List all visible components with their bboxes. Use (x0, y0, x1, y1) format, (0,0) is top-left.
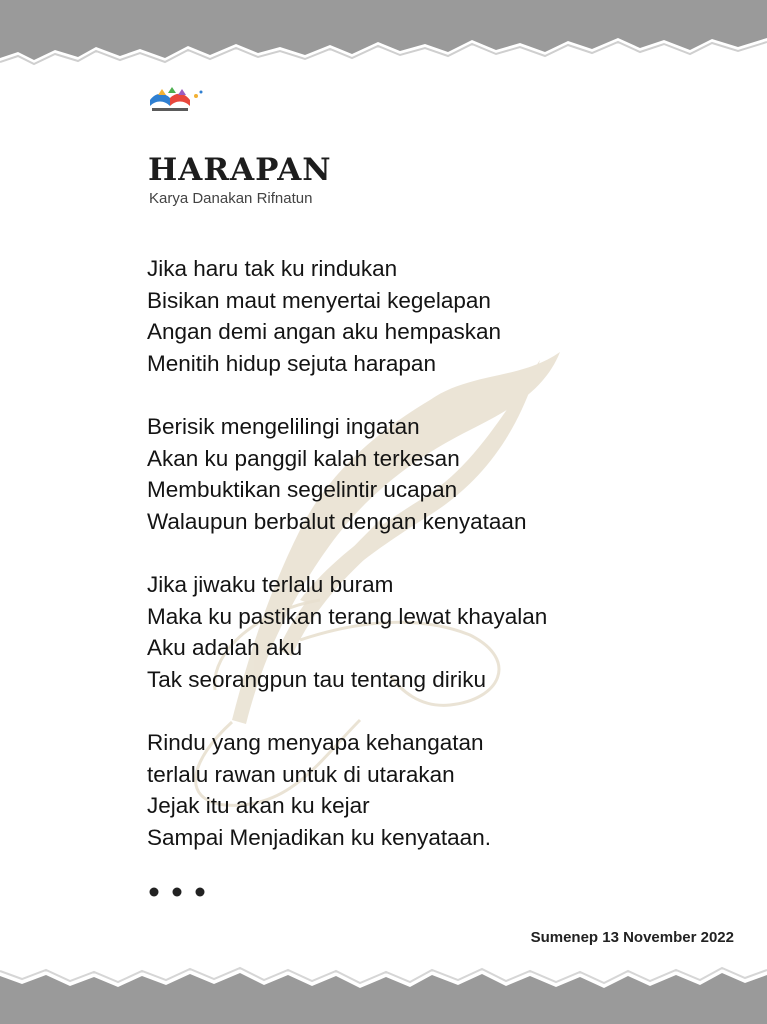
poem-title: HARAPAN (148, 152, 332, 188)
place-date: Sumenep 13 November 2022 (530, 929, 734, 946)
poem-line: Jika jiwaku terlalu buram (147, 572, 394, 597)
poem-line: Angan demi angan aku hempaskan (147, 319, 502, 344)
poem-line: Rindu yang menyapa kehangatan (147, 730, 484, 755)
book-logo-icon (148, 86, 206, 116)
poem-line: Aku adalah aku (147, 635, 303, 660)
stanza (147, 253, 707, 379)
stanza (147, 411, 707, 537)
poem-line: Jika haru tak ku rindukan (147, 256, 398, 281)
poem-body (147, 253, 707, 885)
poem-line: Akan ku panggil kalah terkesan (147, 445, 460, 471)
poem-line: Tak seorangpun tau tentang diriku (147, 666, 486, 692)
poem-line: Sampai Menjadikan ku kenyataan. (147, 824, 491, 850)
poem-line: Maka ku pastikan terang lewat khayalan (147, 603, 548, 629)
poem-author: Karya Danakan Rifnatun (149, 190, 313, 207)
poem-line: terlalu rawan untuk di utarakan (147, 761, 455, 787)
poem-line: Membuktikan segelintir ucapan (147, 477, 458, 502)
ellipsis-dots-icon (148, 883, 218, 901)
poem-line: Jejak itu akan ku kejar (147, 793, 370, 818)
poem-line: Berisik mengelilingi ingatan (147, 414, 420, 439)
stanza (147, 727, 707, 853)
poem-line: Menitih hidup sejuta harapan (147, 350, 436, 376)
stanza (147, 569, 707, 695)
poem-line: Walaupun berbalut dengan kenyataan (147, 508, 527, 534)
poem-line: Bisikan maut menyertai kegelapan (147, 287, 491, 313)
